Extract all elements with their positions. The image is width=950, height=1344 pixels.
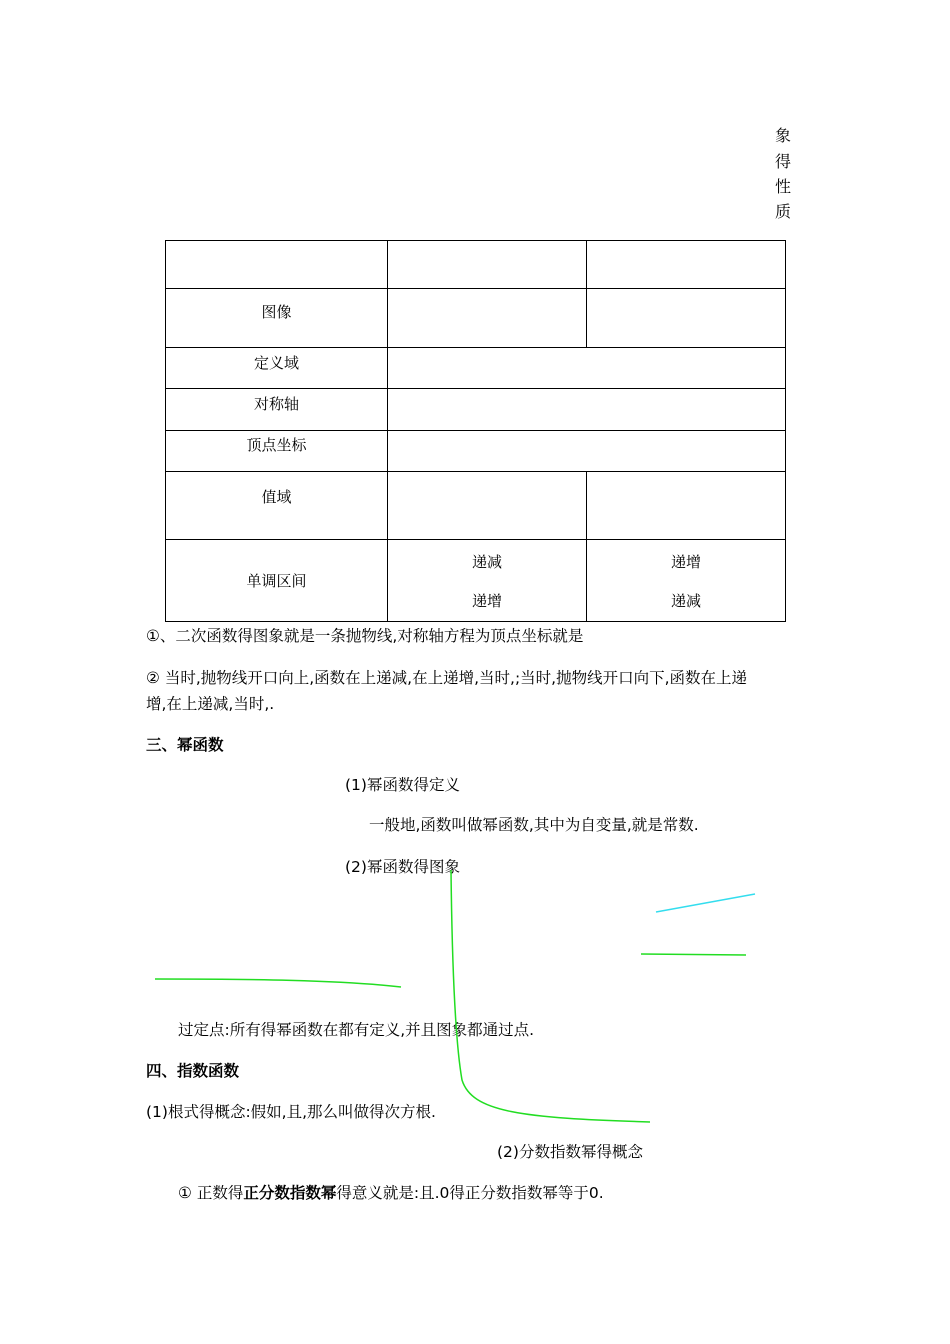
section-heading-power: 三、幂函数 (146, 736, 224, 754)
table-row (166, 289, 786, 348)
table-row (166, 241, 786, 289)
table-cell (587, 241, 786, 289)
table-cell (587, 472, 786, 540)
table-label-domain: 定义域 (166, 348, 388, 389)
section-heading-exponential: 四、指数函数 (146, 1062, 240, 1080)
paragraph-parabola: ①、二次函数得图象就是一条抛物线,对称轴方程为顶点坐标就是 (146, 627, 584, 645)
table-label-vertex: 顶点坐标 (166, 431, 388, 472)
paragraph-fixed-point: 过定点:所有得幂函数在都有定义,并且图象都通过点. (178, 1021, 535, 1039)
monotonic-text: 递减 (471, 552, 502, 571)
paragraph-definition: 一般地,函数叫做幂函数,其中为自变量,就是常数. (369, 816, 699, 834)
monotonic-text: 递增 (471, 591, 502, 610)
table-cell (388, 540, 587, 622)
paragraph-opening-line1: ② 当时,抛物线开口向上,函数在上递减,在上递增,当时,;当时,抛物线开口向下,函数在上递 (146, 669, 748, 687)
rule-text: 得意义就是:且.0得正分数指数幂等于0. (336, 1184, 604, 1202)
vertical-char-2: 得 (775, 152, 792, 171)
green-flat-curve (155, 979, 401, 987)
table-row (166, 472, 786, 540)
monotonic-text: 递增 (670, 552, 701, 571)
cyan-short-line (656, 894, 755, 912)
subheading-definition: (1)幂函数得定义 (345, 776, 460, 794)
subheading-graph: (2)幂函数得图象 (345, 858, 460, 876)
table-row (166, 389, 786, 431)
table-cell (166, 241, 388, 289)
table-row (166, 540, 786, 622)
table-cell (388, 241, 587, 289)
table-cell (388, 472, 587, 540)
paragraph-fractional-rule (178, 1181, 604, 1203)
paragraph-opening-line2: 增,在上递减,当时,. (146, 695, 275, 713)
monotonic-text: 递减 (670, 591, 701, 610)
table-label-image: 图像 (166, 289, 388, 348)
rule-bold-text: 正分数指数幂 (243, 1184, 337, 1202)
vertical-char-1: 象 (775, 126, 792, 145)
table-cell (388, 289, 587, 348)
table-label-range: 值域 (166, 472, 388, 540)
table-cell (388, 431, 786, 472)
table-row (166, 348, 786, 389)
rule-text: ① 正数得 (178, 1184, 244, 1202)
table-label-monotonic: 单调区间 (166, 540, 388, 622)
paragraph-root-concept: (1)根式得概念:假如,且,那么叫做得次方根. (146, 1103, 436, 1121)
vertical-char-4: 质 (775, 202, 792, 221)
green-hyperbola-curve (451, 870, 650, 1122)
green-short-line (641, 954, 746, 955)
table-cell (587, 289, 786, 348)
properties-table (165, 240, 786, 622)
subheading-fractional-exponent: (2)分数指数幂得概念 (497, 1143, 643, 1161)
table-cell (388, 389, 786, 431)
table-row (166, 431, 786, 472)
table-cell (587, 540, 786, 622)
table-label-axis: 对称轴 (166, 389, 388, 431)
vertical-char-3: 性 (775, 177, 792, 196)
table-cell (388, 348, 786, 389)
